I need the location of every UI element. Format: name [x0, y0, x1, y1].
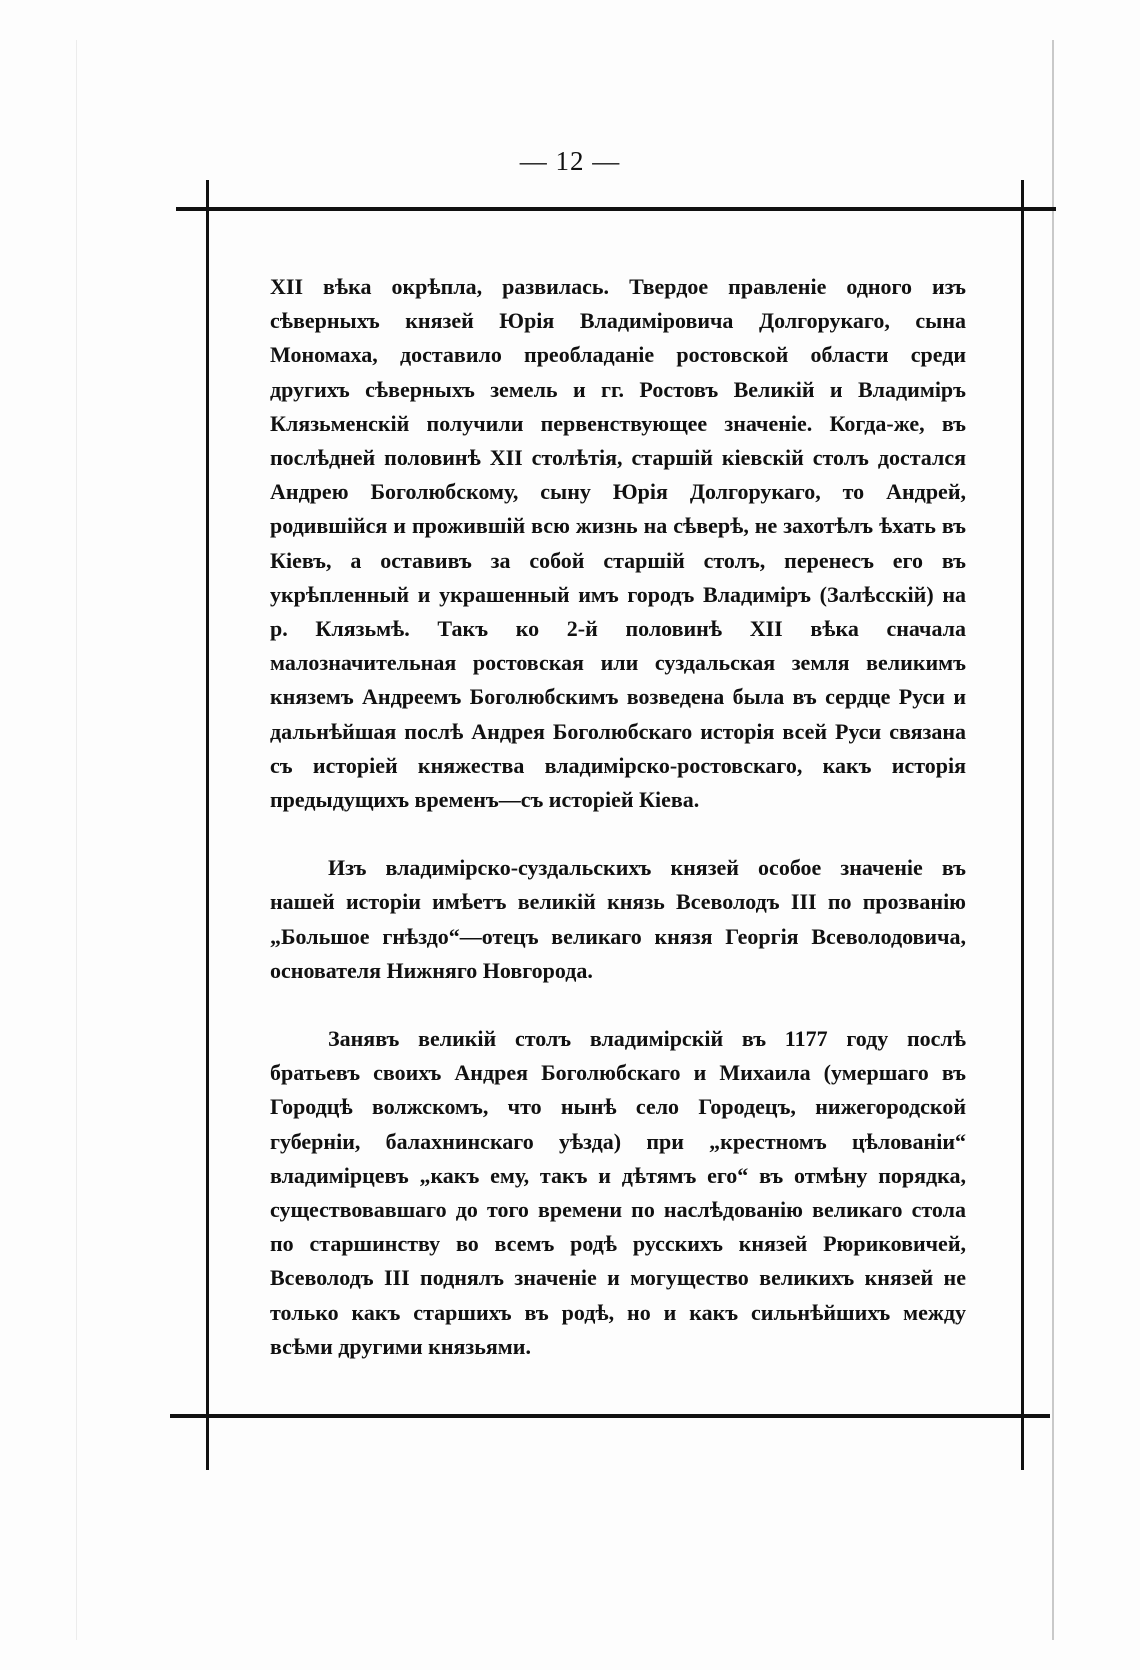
- paragraph-vsevolod-intro: Изъ владимірско-суздальскихъ князей особое значеніе въ нашей исторіи имѣетъ великій князь Всеволодъ III по прозванію „Большое гнѣздо“—отецъ великаго князя Георгія Всеволодовича, основателя Нижняго Новгорода.: [270, 855, 966, 983]
- page-right-edge: [1052, 40, 1054, 1640]
- paragraph-vsevolod-reign: Занявъ великій столъ владимірскій въ 1177 году послѣ братьевъ своихъ Андрея Боголюбскаго и Михаила (умершаго въ Городцѣ волжскомъ, что нынѣ село Городецъ, нижегородской губерніи, балахнинскаго уѣзда) при „крестномъ цѣлованіи“ владимірцевъ „какъ ему, такъ и дѣтямъ его“ въ отмѣну порядка, существовавшаго до того времени по наслѣдованію великаго стола по старшинству во всемъ родѣ русскихъ князей Рюриковичей, Всеволодъ III поднялъ значеніе и могущество великихъ князей не только какъ старшихъ въ родѣ, но и какъ сильнѣйшихъ между всѣми другими князьями.: [270, 1026, 966, 1359]
- frame-bottom-rule: [170, 1414, 1050, 1418]
- paragraph-continued: XII вѣка окрѣпла, развилась. Твердое правленіе одного изъ сѣверныхъ князей Юрія Владиміровича Долгорукаго, сына Мономаха, доставило преобладаніе ростовской области среди другихъ сѣверныхъ земель и гг. Ростовъ Великій и Владиміръ Клязьменскій получили первенствующее значеніе. Когда-же, въ послѣдней половинѣ XII столѣтія, старшій кіевскій столъ достался Андрею Боголюбскому, сыну Юрія Долгорукаго, то Андрей, родившійся и прожившій всю жизнь на сѣверѣ, не захотѣлъ ѣхать въ Кіевъ, а оставивъ за собой старшій столъ, перенесъ его въ укрѣпленный и украшенный имъ городъ Владиміръ (Залѣсскій) на р. Клязьмѣ. Такъ ко 2-й половинѣ XII вѣка сначала малозначительная ростовская или суздальская земля великимъ княземъ Андреемъ Боголюбскимъ возведена была въ сердце Руси и дальнѣйшая послѣ Андрея Боголюбскаго исторія всей Руси связана съ исторіей княжества владимірско-ростовскаго, какъ исторія предыдущихъ временъ—съ исторіей Кіева.: [270, 274, 966, 813]
- frame-top-rule: [176, 207, 1056, 211]
- frame-left-rule: [206, 180, 209, 1470]
- page-left-edge: [76, 40, 77, 1640]
- frame-right-rule: [1021, 180, 1024, 1470]
- text-body: [270, 270, 966, 1364]
- page-number: — 12 —: [519, 146, 621, 176]
